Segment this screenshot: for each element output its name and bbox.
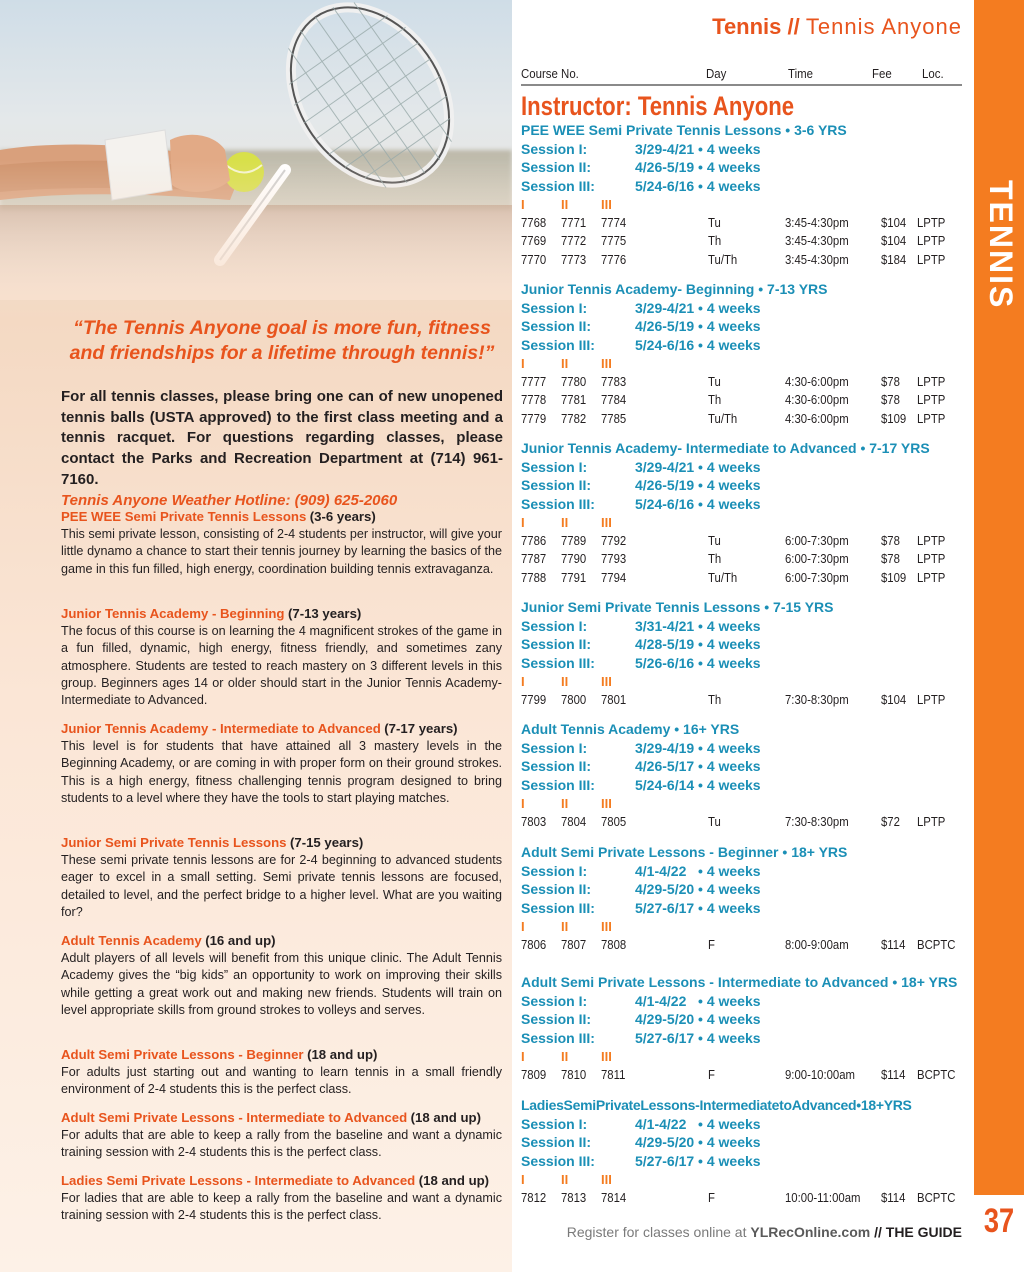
session-dates: 4/29-5/20 • 4 weeks — [635, 1011, 761, 1028]
session-label: Session I: — [521, 992, 588, 1009]
session-numerals — [521, 918, 962, 936]
session-label: Session III: — [521, 776, 595, 793]
course-no-1: 7809 — [521, 1066, 547, 1082]
pull-quote: “The Tennis Anyone goal is more fun, fitness and friendships for a lifetime through tennis!” — [69, 317, 495, 364]
day: Tu — [708, 532, 721, 548]
fee: $114 — [881, 936, 906, 952]
time: 4:30-6:00pm — [785, 392, 849, 408]
session-numeral: III — [601, 1171, 612, 1187]
course-no-2: 7789 — [561, 532, 587, 548]
session-numeral: II — [561, 1171, 569, 1187]
session-numerals — [521, 196, 962, 214]
course-no-3: 7776 — [601, 252, 627, 268]
description-body: For ladies that are able to keep a rally from the baseline and want a dynamic training session with 2-4 students this is the perfect class. — [61, 1191, 502, 1223]
location: LPTP — [917, 252, 946, 268]
fee: $78 — [881, 532, 900, 548]
session-numeral: I — [521, 1048, 525, 1064]
course-no-1: 7768 — [521, 214, 547, 230]
session-row — [521, 654, 962, 673]
location: BCPTC — [917, 936, 956, 952]
session-label: Session III: — [521, 654, 595, 671]
course-no-1: 7769 — [521, 233, 547, 249]
course-row — [521, 550, 962, 569]
session-label: Session I: — [521, 458, 588, 475]
course-row — [521, 1189, 962, 1208]
location: LPTP — [917, 691, 946, 707]
fee: $184 — [881, 252, 907, 268]
location: LPTP — [917, 813, 946, 829]
session-numeral: III — [601, 673, 612, 689]
session-row — [521, 476, 962, 495]
session-row — [521, 776, 962, 795]
time: 10:00-11:00am — [785, 1189, 861, 1205]
day: Th — [708, 551, 722, 567]
fee: $78 — [881, 392, 900, 408]
session-row — [521, 899, 962, 918]
session-row — [521, 158, 962, 177]
schedule-block-pee-wee — [521, 121, 962, 270]
session-row — [521, 880, 962, 899]
session-label: Session II: — [521, 477, 592, 494]
schedule-block-junior-semi-private — [521, 598, 962, 709]
time: 6:00-7:30pm — [785, 570, 849, 586]
col-time: Time — [788, 66, 813, 81]
session-numeral: II — [561, 355, 569, 371]
time: 4:30-6:00pm — [785, 373, 849, 389]
description-junior-intermediate — [61, 720, 502, 807]
intro-paragraph — [61, 387, 503, 511]
session-label: Session II: — [521, 1134, 592, 1151]
course-no-1: 7788 — [521, 570, 547, 586]
description-ages: (18 and up) — [418, 1173, 490, 1188]
session-row — [521, 495, 962, 514]
session-row — [521, 1152, 962, 1171]
session-label: Session I: — [521, 140, 588, 157]
session-numeral: II — [561, 673, 569, 689]
course-no-2: 7773 — [561, 252, 587, 268]
header-subtitle: Tennis Anyone — [805, 14, 962, 39]
description-body: These semi private tennis lessons are for 2-4 beginning to advanced students eager to excel in a small setting. Semi private tennis lessons are focused, detailed to level, and the perfect bridge to a higher level. What are you waiting for? — [61, 853, 502, 919]
session-label: Session I: — [521, 739, 588, 756]
description-junior-beginning — [61, 605, 502, 709]
course-no-2: 7781 — [561, 392, 587, 408]
course-no-1: 7812 — [521, 1189, 547, 1205]
day: F — [708, 1066, 715, 1082]
footer-guide: // THE GUIDE — [874, 1224, 962, 1240]
session-row — [521, 1010, 962, 1029]
location: LPTP — [917, 214, 946, 230]
day: Tu/Th — [708, 570, 738, 586]
course-no-2: 7780 — [561, 373, 587, 389]
course-no-3: 7774 — [601, 214, 627, 230]
fee: $78 — [881, 551, 900, 567]
course-no-3: 7801 — [601, 691, 627, 707]
course-no-2: 7772 — [561, 233, 587, 249]
description-ages: (7-13 years) — [287, 606, 362, 621]
session-row — [521, 862, 962, 881]
course-no-3: 7793 — [601, 551, 627, 567]
session-numeral: II — [561, 1048, 569, 1064]
day: Tu — [708, 373, 721, 389]
course-row — [521, 1066, 962, 1085]
description-title: Junior Tennis Academy - Beginning — [61, 606, 285, 621]
schedule-block-adult-semi-beginner — [521, 843, 962, 954]
session-row — [521, 635, 962, 654]
session-dates: 4/1-4/22 • 4 weeks — [635, 1115, 761, 1132]
session-label: Session I: — [521, 299, 588, 316]
footer-prefix: Register for classes online at — [566, 1224, 747, 1240]
course-no-3: 7808 — [601, 936, 627, 952]
session-row — [521, 757, 962, 776]
fee: $109 — [881, 411, 907, 427]
location: LPTP — [917, 570, 946, 586]
session-row — [521, 317, 962, 336]
instructor-heading: Instructor: Tennis Anyone — [521, 91, 795, 121]
session-label: Session III: — [521, 1029, 595, 1046]
location: LPTP — [917, 532, 946, 548]
session-row — [521, 458, 962, 477]
session-label: Session III: — [521, 177, 595, 194]
session-dates: 3/29-4/21 • 4 weeks — [635, 458, 761, 475]
session-numeral: III — [601, 1048, 612, 1064]
schedule-block-adult-academy — [521, 720, 962, 831]
course-no-1: 7770 — [521, 252, 547, 268]
description-title: Adult Semi Private Lessons - Beginner — [61, 1047, 304, 1062]
footer-url[interactable]: YLRecOnline.com — [750, 1224, 871, 1240]
description-title: PEE WEE Semi Private Tennis Lessons — [61, 509, 307, 524]
session-numeral: I — [521, 196, 525, 212]
schedule-block-ladies-semi-intermediate — [521, 1096, 962, 1207]
col-day: Day — [706, 66, 727, 81]
description-body: Adult players of all levels will benefit from this unique clinic. The Adult Tennis Academy gives the “big kids” an opportunity to work on improving their skills while getting a great work out and making new friends. Students will train on level appropriate skills from ground strokes to volleys and serves. — [61, 951, 502, 1017]
fee: $109 — [881, 570, 907, 586]
schedule-block-adult-semi-intermediate — [521, 973, 962, 1084]
description-body: For adults that are able to keep a rally from the baseline and want a dynamic training session with 2-4 students this is the perfect class. — [61, 1128, 502, 1160]
course-no-1: 7786 — [521, 532, 547, 548]
session-dates: 3/29-4/21 • 4 weeks — [635, 299, 761, 316]
day: F — [708, 1189, 715, 1205]
course-row — [521, 569, 962, 588]
session-row — [521, 1029, 962, 1048]
session-dates: 5/24-6/16 • 4 weeks — [635, 495, 761, 512]
day: Th — [708, 233, 722, 249]
session-numeral: III — [601, 514, 612, 530]
page-header — [560, 14, 962, 40]
course-no-3: 7785 — [601, 411, 627, 427]
session-label: Session II: — [521, 318, 592, 335]
session-numerals — [521, 1048, 962, 1066]
time: 6:00-7:30pm — [785, 551, 849, 567]
day: Tu — [708, 214, 721, 230]
day: Th — [708, 392, 722, 408]
time: 6:00-7:30pm — [785, 532, 849, 548]
session-dates: 4/1-4/22 • 4 weeks — [635, 862, 761, 879]
day: Tu/Th — [708, 252, 738, 268]
course-no-1: 7806 — [521, 936, 547, 952]
time: 4:30-6:00pm — [785, 411, 849, 427]
block-title: PEE WEE Semi Private Tennis Lessons • 3-6 YRS — [521, 122, 847, 138]
time: 3:45-4:30pm — [785, 233, 849, 249]
description-body: This semi private lesson, consisting of 2-4 students per instructor, will give your little dynamo a chance to start their tennis journey by learning the basics of the game in this fun filled, high energy, coordination building tennis extravaganza. — [61, 527, 502, 576]
day: Tu — [708, 813, 721, 829]
section-tab-text: TENNIS — [983, 180, 1019, 310]
session-dates: 4/26-5/19 • 4 weeks — [635, 159, 761, 176]
session-label: Session I: — [521, 1115, 588, 1132]
col-course: Course No. — [521, 66, 579, 81]
description-adult-intermediate — [61, 1109, 502, 1162]
description-title: Junior Tennis Academy - Intermediate to Advanced — [61, 721, 381, 736]
session-dates: 5/24-6/16 • 4 weeks — [635, 177, 761, 194]
header-section: Tennis — [712, 14, 782, 39]
session-numerals — [521, 673, 962, 691]
day: Th — [708, 691, 722, 707]
session-label: Session II: — [521, 758, 592, 775]
session-label: Session II: — [521, 159, 592, 176]
column-headers — [521, 64, 962, 86]
course-no-3: 7792 — [601, 532, 627, 548]
session-numeral: III — [601, 196, 612, 212]
session-numerals — [521, 1171, 962, 1189]
session-label: Session III: — [521, 495, 595, 512]
session-label: Session III: — [521, 336, 595, 353]
course-row — [521, 232, 962, 251]
block-title: Junior Tennis Academy- Intermediate to Advanced • 7-17 YRS — [521, 440, 930, 456]
session-row — [521, 336, 962, 355]
location: LPTP — [917, 551, 946, 567]
fee: $104 — [881, 233, 907, 249]
session-dates: 3/29-4/19 • 4 weeks — [635, 739, 761, 756]
description-body: The focus of this course is on learning the 4 magnificent strokes of the game in a fun filled, dynamic, high energy, fitness friendly, and sometimes zany atmosphere. Students are tested to reach mastery on 3 different levels in this group. Beginners ages 14 or older should start in the Junior Tennis Academy- Intermediate to Advanced. — [61, 624, 502, 708]
location: LPTP — [917, 233, 946, 249]
description-ladies-intermediate — [61, 1172, 502, 1225]
session-numeral: III — [601, 918, 612, 934]
session-numerals — [521, 355, 962, 373]
session-numeral: II — [561, 196, 569, 212]
course-no-1: 7779 — [521, 411, 547, 427]
time: 7:30-8:30pm — [785, 813, 849, 829]
session-numerals — [521, 514, 962, 532]
description-body: For adults just starting out and wanting to learn tennis in a small friendly environment of 2-4 students this is the perfect class. — [61, 1065, 502, 1097]
course-no-3: 7784 — [601, 392, 627, 408]
session-label: Session I: — [521, 862, 588, 879]
course-row — [521, 251, 962, 270]
session-dates: 5/26-6/16 • 4 weeks — [635, 654, 761, 671]
location: LPTP — [917, 373, 946, 389]
session-numeral: I — [521, 514, 525, 530]
session-row — [521, 140, 962, 159]
block-title: Adult Semi Private Lessons - Intermediate to Advanced • 18+ YRS — [521, 974, 958, 990]
session-dates: 4/1-4/22 • 4 weeks — [635, 992, 761, 1009]
fee: $78 — [881, 373, 900, 389]
course-no-1: 7803 — [521, 813, 547, 829]
session-label: Session II: — [521, 1011, 592, 1028]
time: 8:00-9:00am — [785, 936, 849, 952]
session-label: Session I: — [521, 617, 588, 634]
session-numeral: II — [561, 514, 569, 530]
session-numerals — [521, 795, 962, 813]
description-body: This level is for students that have attained all 3 mastery levels in the Beginning Academy, or are coming in with proper form on their ground strokes. This is a high energy, fitness challenging tennis program designed to bring students to a level where they have the tools to start playing matches. — [61, 739, 502, 805]
course-no-1: 7787 — [521, 551, 547, 567]
session-dates: 4/26-5/17 • 4 weeks — [635, 758, 761, 775]
course-no-3: 7805 — [601, 813, 627, 829]
course-row — [521, 936, 962, 955]
description-title: Adult Tennis Academy — [61, 933, 202, 948]
session-row — [521, 992, 962, 1011]
session-dates: 5/27-6/17 • 4 weeks — [635, 1152, 761, 1169]
course-row — [521, 373, 962, 392]
session-numeral: III — [601, 355, 612, 371]
header-separator: // — [787, 14, 800, 39]
session-dates: 5/27-6/17 • 4 weeks — [635, 899, 761, 916]
description-title: Adult Semi Private Lessons - Intermediate to Advanced — [61, 1110, 408, 1125]
intro-text: For all tennis classes, please bring one can of new unopened tennis balls (USTA approved) to the first class meeting and a tennis racquet. For questions regarding classes, please contact the Parks and Recreation Department at (714) 961-7160. — [61, 388, 503, 488]
course-no-1: 7777 — [521, 373, 547, 389]
session-dates: 5/27-6/17 • 4 weeks — [635, 1029, 761, 1046]
block-title: Adult Semi Private Lessons - Beginner • 18+ YRS — [521, 844, 848, 860]
course-no-3: 7775 — [601, 233, 627, 249]
session-dates: 5/24-6/14 • 4 weeks — [635, 776, 761, 793]
course-row — [521, 691, 962, 710]
description-ages: (16 and up) — [205, 933, 276, 948]
session-row — [521, 1133, 962, 1152]
weather-hotline: Tennis Anyone Weather Hotline: (909) 625-2060 — [61, 491, 398, 509]
footer — [521, 1224, 962, 1240]
session-label: Session III: — [521, 899, 595, 916]
session-dates: 3/31-4/21 • 4 weeks — [635, 617, 761, 634]
time: 7:30-8:30pm — [785, 691, 849, 707]
description-title: Junior Semi Private Tennis Lessons — [61, 835, 287, 850]
description-title: Ladies Semi Private Lessons - Intermediate to Advanced — [61, 1173, 416, 1188]
course-row — [521, 813, 962, 832]
course-no-1: 7799 — [521, 691, 547, 707]
description-ages: (18 and up) — [410, 1110, 481, 1125]
session-numeral: I — [521, 795, 525, 811]
course-row — [521, 410, 962, 429]
course-no-2: 7771 — [561, 214, 587, 230]
block-title: Adult Tennis Academy • 16+ YRS — [521, 721, 740, 737]
session-label: Session II: — [521, 881, 592, 898]
location: BCPTC — [917, 1189, 956, 1205]
course-row — [521, 391, 962, 410]
session-dates: 4/26-5/19 • 4 weeks — [635, 477, 761, 494]
description-ages: (7-17 years) — [384, 721, 458, 736]
session-dates: 5/24-6/16 • 4 weeks — [635, 336, 761, 353]
block-title: Junior Semi Private Tennis Lessons • 7-15 YRS — [521, 599, 834, 615]
description-pee-wee — [61, 508, 502, 578]
session-numeral: II — [561, 918, 569, 934]
session-numeral: I — [521, 673, 525, 689]
course-no-2: 7790 — [561, 551, 587, 567]
course-no-2: 7807 — [561, 936, 587, 952]
section-tab-label — [974, 180, 1024, 310]
course-no-3: 7794 — [601, 570, 627, 586]
col-fee: Fee — [872, 66, 892, 81]
course-no-3: 7814 — [601, 1189, 627, 1205]
fee: $114 — [881, 1066, 906, 1082]
block-title: LadiesSemiPrivateLessons-IntermediatetoAdvanced•18+YRS — [521, 1097, 912, 1113]
time: 3:45-4:30pm — [785, 252, 849, 268]
course-no-2: 7810 — [561, 1066, 587, 1082]
fee: $104 — [881, 691, 907, 707]
course-no-3: 7811 — [601, 1066, 626, 1082]
col-loc: Loc. — [922, 66, 944, 81]
session-row — [521, 177, 962, 196]
page-number: 37 — [983, 1202, 1015, 1240]
day: F — [708, 936, 715, 952]
session-row — [521, 739, 962, 758]
session-numeral: I — [521, 355, 525, 371]
session-row — [521, 1115, 962, 1134]
session-dates: 4/26-5/19 • 4 weeks — [635, 318, 761, 335]
location: LPTP — [917, 411, 946, 427]
course-no-2: 7813 — [561, 1189, 587, 1205]
course-row — [521, 532, 962, 551]
session-label: Session III: — [521, 1152, 595, 1169]
session-numeral: I — [521, 1171, 525, 1187]
location: BCPTC — [917, 1066, 956, 1082]
session-dates: 3/29-4/21 • 4 weeks — [635, 140, 761, 157]
schedule-block-junior-beginning — [521, 280, 962, 429]
tennis-racquet-photo — [0, 0, 512, 300]
session-row — [521, 299, 962, 318]
session-numeral: II — [561, 795, 569, 811]
session-numeral: III — [601, 795, 612, 811]
description-ages: (7-15 years) — [289, 835, 364, 850]
time: 3:45-4:30pm — [785, 214, 849, 230]
description-junior-semi-private — [61, 834, 502, 921]
schedule-block-junior-intermediate — [521, 439, 962, 588]
course-no-2: 7791 — [561, 570, 587, 586]
location: LPTP — [917, 392, 946, 408]
course-no-1: 7778 — [521, 392, 547, 408]
session-dates: 4/29-5/20 • 4 weeks — [635, 881, 761, 898]
course-row — [521, 214, 962, 233]
fee: $114 — [881, 1189, 906, 1205]
session-dates: 4/28-5/19 • 4 weeks — [635, 636, 761, 653]
session-row — [521, 617, 962, 636]
time: 9:00-10:00am — [785, 1066, 855, 1082]
session-dates: 4/29-5/20 • 4 weeks — [635, 1134, 761, 1151]
fee: $72 — [881, 813, 900, 829]
session-numeral: I — [521, 918, 525, 934]
course-no-2: 7800 — [561, 691, 587, 707]
course-no-2: 7782 — [561, 411, 587, 427]
description-ages: (18 and up) — [307, 1047, 378, 1062]
course-no-3: 7783 — [601, 373, 627, 389]
session-label: Session II: — [521, 636, 592, 653]
day: Tu/Th — [708, 411, 738, 427]
description-adult-beginner — [61, 1046, 502, 1099]
description-ages: (3-6 years) — [309, 509, 376, 524]
description-adult-academy — [61, 932, 502, 1019]
block-title: Junior Tennis Academy- Beginning • 7-13 YRS — [521, 281, 828, 297]
course-no-2: 7804 — [561, 813, 587, 829]
fee: $104 — [881, 214, 907, 230]
